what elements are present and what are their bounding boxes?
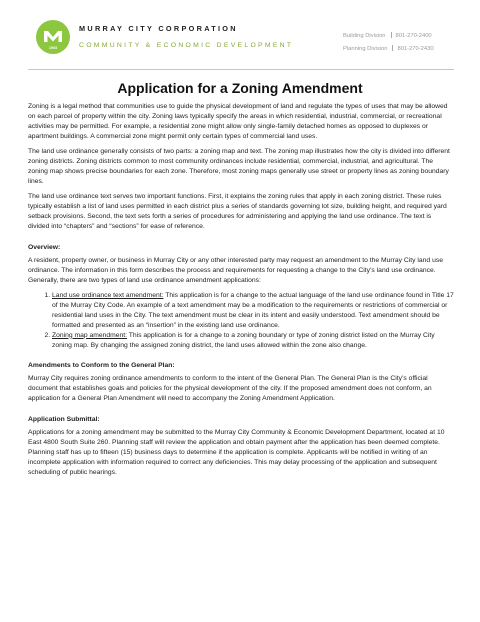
list-item-text: This application is for a change to a zoning boundary or type of zoning district listed on the Murray City zoning map. By changing the assigned zoning district, the land uses allowed within the zone also change. bbox=[52, 331, 435, 349]
amendment-types-list bbox=[28, 291, 454, 350]
contact-planning-division bbox=[343, 45, 434, 52]
general-plan-heading: Amendments to Conform to the General Plan: bbox=[28, 362, 175, 370]
svg-text:1903: 1903 bbox=[49, 46, 57, 50]
list-item-term: Land use ordinance text amendment: bbox=[52, 292, 164, 299]
submittal-heading: Application Submittal: bbox=[28, 416, 100, 424]
list-item-term: Zoning map amendment: bbox=[52, 331, 128, 339]
intro-paragraph: Zoning is a legal method that communities use to guide the physical development of land and regulate the types of uses that may be allowed on each parcel of property within the city. Zoning laws typically specify the areas in which residential, industrial, commercial, or recreational activities may be permitted. For example, a residential zone might allow only single-family detached homes as opposed to duplexes or apartment buildings. A commercial zone might permit only certain types of commercial land uses. bbox=[28, 103, 448, 140]
list-item bbox=[52, 331, 454, 351]
intro-paragraph: The land use ordinance text serves two important functions. First, it explains the zoning rules that apply in each zoning district. These rules typically establish a list of land uses permitted in each district plus a series of standards governing lot size, building height, and required yard setback provisions. Second, the text sets forth a series of procedures for administering and applying the land use ordinance. The text is divided into “chapters” and “sections” for ease of reference. bbox=[28, 193, 447, 230]
overview-paragraph: A resident, property owner, or business in Murray City or any other interested party may request an amendment to the Murray City land use ordinance. The information in this form describes the process and requirements for requesting a change to the City’s land use ordinance. Generally, there are two types of land use ordinance amendment applications: bbox=[28, 256, 443, 284]
contact-divider bbox=[391, 32, 392, 38]
contact-divider bbox=[392, 45, 393, 51]
organization-name: MURRAY CITY CORPORATION bbox=[79, 24, 238, 33]
header-divider bbox=[28, 69, 454, 70]
document-title: Application for a Zoning Amendment bbox=[117, 80, 363, 96]
general-plan-paragraph: Murray City requires zoning ordinance amendments to conform to the intent of the General Plan. The General Plan is the City’s official document that establishes goals and policies for the physical development of the city. If the proposed amendment does not conform, an application for a General Plan Amendment will need to accompany the Zoning Amendment Application. bbox=[28, 375, 432, 403]
contact-label: Building Division bbox=[343, 33, 386, 39]
contact-building-division bbox=[343, 32, 432, 39]
contact-phone: 801-270-2430 bbox=[397, 46, 434, 52]
contact-label: Planning Division bbox=[343, 46, 388, 52]
contact-phone: 801-270-2400 bbox=[395, 33, 432, 39]
list-item-text: This application is for a change to the actual language of the land use ordinance found in Title 17 of the Murray City Code. An example of a text amendment may be a modification to the requirements or restrictions of commercial or residential land uses in the City. The text amendment must be clear in its intent and easily understood. Text amendment should be formatted and presented as an “insertion” in the existing land use ordinance. bbox=[52, 292, 454, 329]
list-item bbox=[52, 291, 454, 331]
document-body bbox=[28, 102, 454, 483]
department-name: COMMUNITY & ECONOMIC DEVELOPMENT bbox=[79, 42, 294, 49]
submittal-paragraph: Applications for a zoning amendment may be submitted to the Murray City Community & Economic Development Department, located at 10 East 4800 South Suite 260. Planning staff will review the application and obtain payment after the application has been deemed complete. Planning staff has up to fifteen (15) business days to determine if the application is complete. Applicants will be notified in writing of an incomplete application with information required to correct any deficiencies. This may delay processing of the application and subsequent scheduling of public hearings. bbox=[28, 428, 445, 476]
intro-paragraph: The land use ordinance generally consists of two parts: a zoning map and text. The zoning map illustrates how the city is divided into different zoning districts. Zoning districts common to most community ordinances include residential, commercial, industrial, and agricultural. The zoning map shows precise boundaries for each zone. Therefore, most zoning maps generally use street or property lines as zoning boundary lines. bbox=[28, 148, 450, 185]
murray-city-logo bbox=[36, 20, 70, 54]
overview-heading: Overview: bbox=[28, 243, 61, 251]
